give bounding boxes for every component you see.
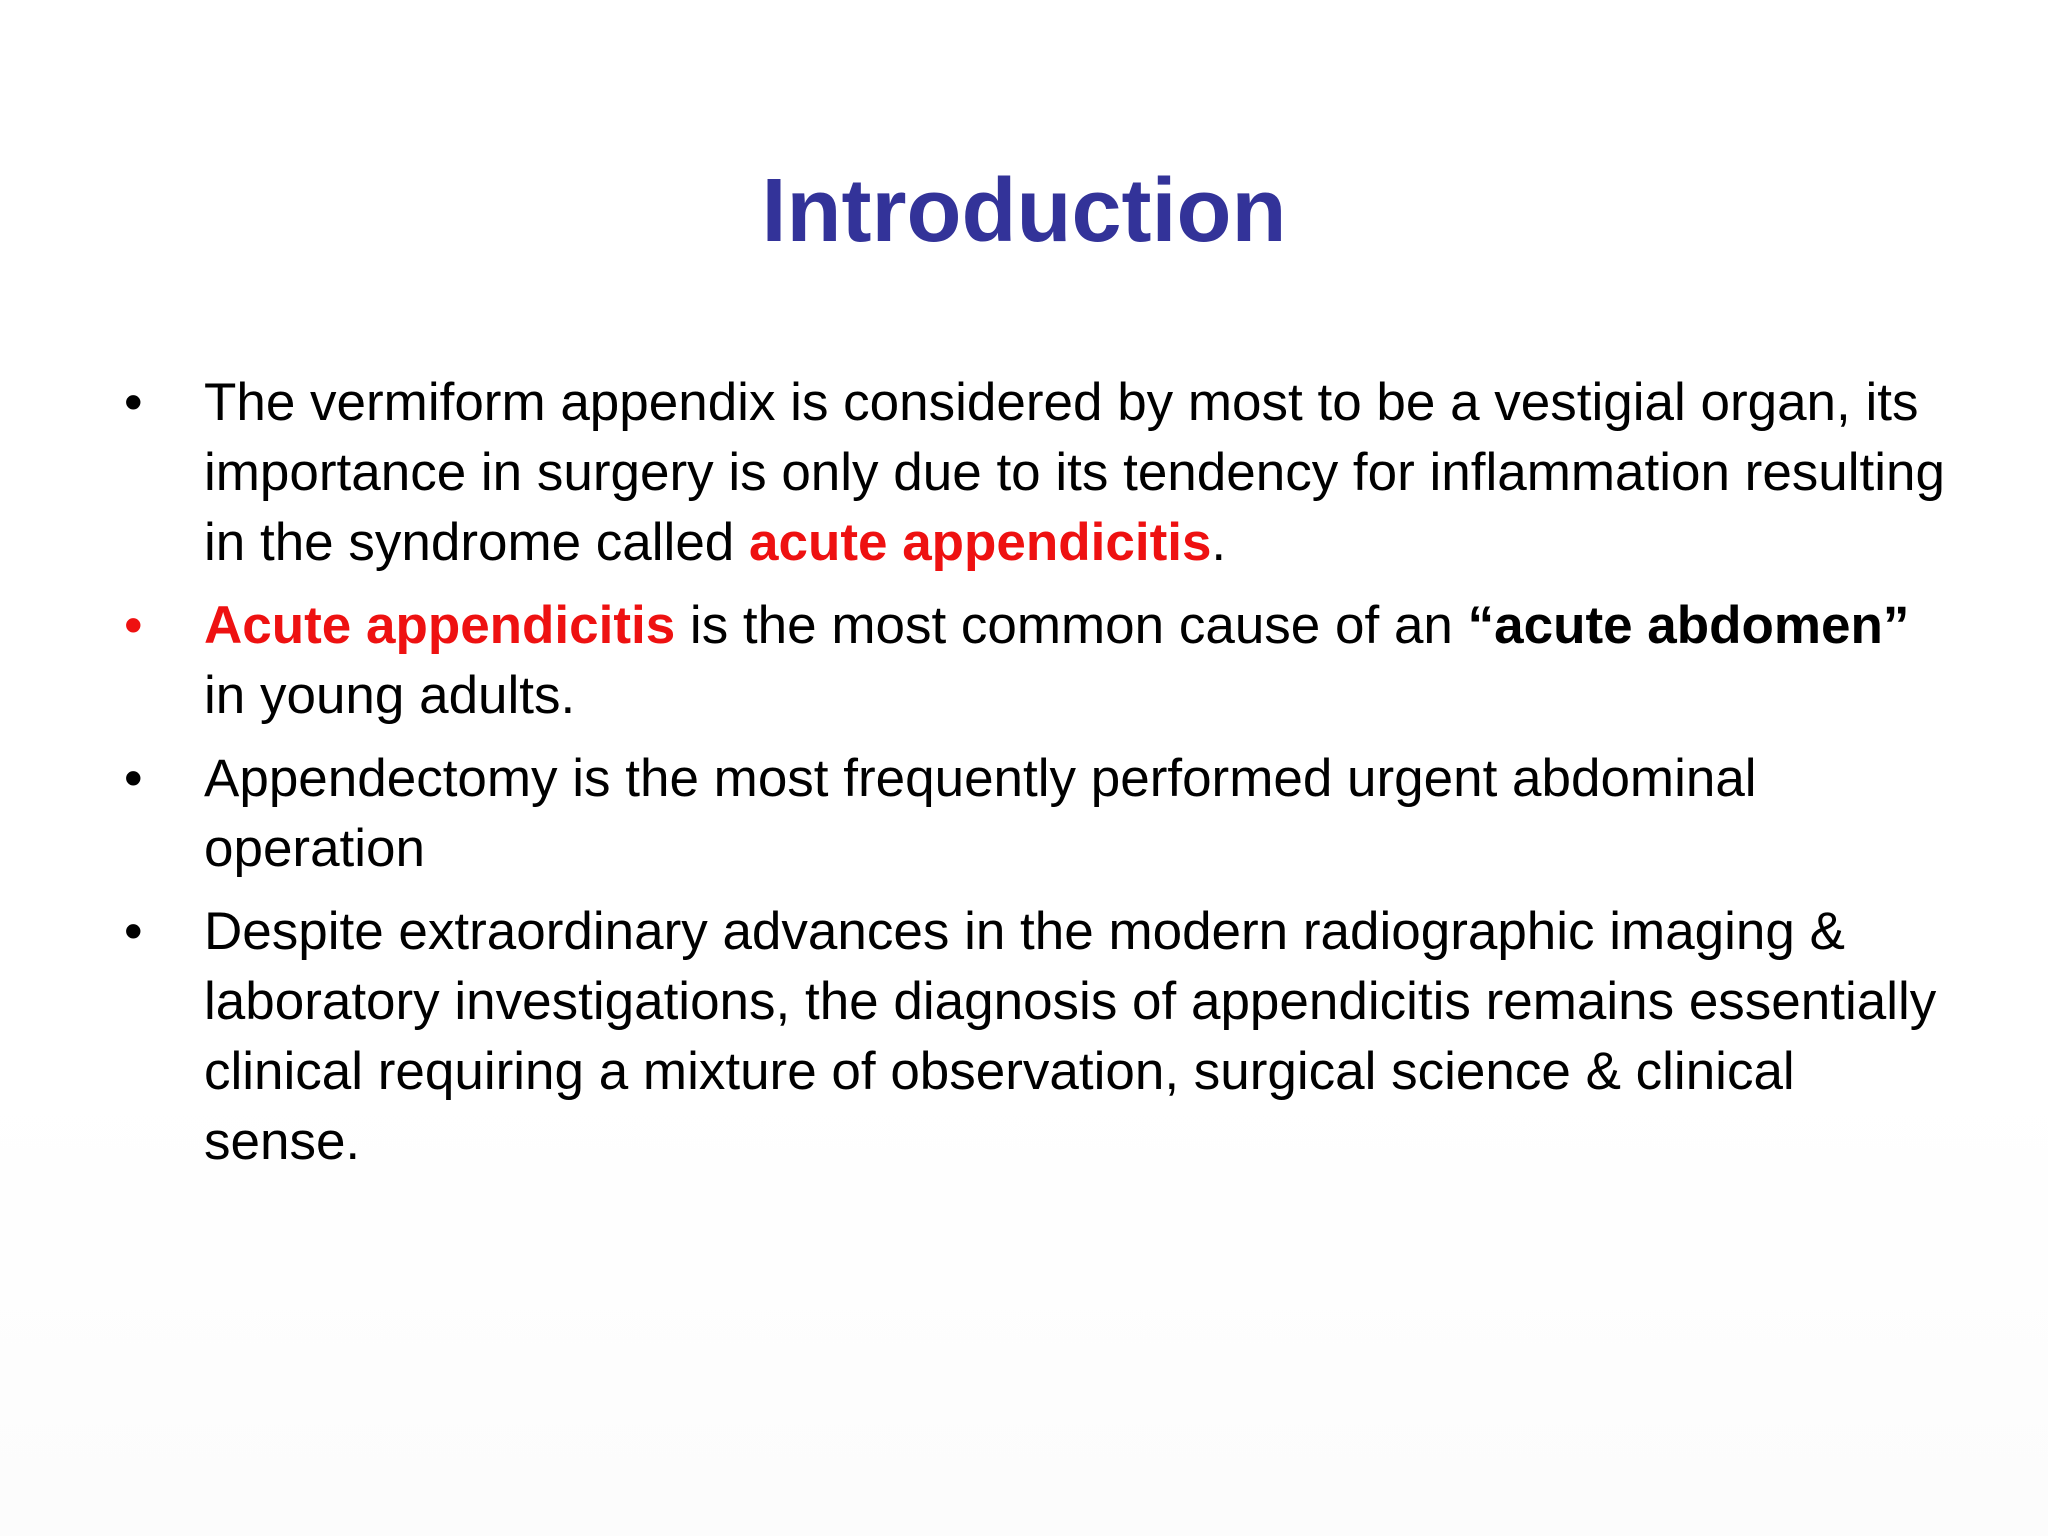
bullet-text-end: . [1211,513,1227,572]
bullet-item-acute-abdomen [122,591,1952,731]
bullet-text: Despite extraordinary advances in the modern radiographic imaging & laboratory investigations, the diagnosis of appendicitis remains essentially clinical requiring a mixture of observation, surgical science & clinical sense. [204,902,1937,1171]
bullet-text: is the most common cause of an [675,596,1468,655]
bold-term: “acute abdomen” [1467,596,1910,655]
bullet-text: Appendectomy is the most frequently performed urgent abdominal operation [204,749,1757,878]
bullet-text: The vermiform appendix is considered by most to be a vestigial organ, its importance in surgery is only due to its tendency for inflammation resulting in the syndrome called [204,373,1946,572]
bullet-marker: • [124,749,143,808]
bullet-marker: • [124,373,143,432]
bullet-item-vestigial-organ [122,368,1952,578]
highlight-term: acute appendicitis [749,513,1212,572]
bullet-list [122,368,1952,1190]
bullet-text-end: in young adults. [204,666,576,725]
slide-title: Introduction [761,161,1287,261]
bullet-marker: • [124,596,143,655]
bullet-item-diagnosis [122,897,1952,1177]
bullet-item-appendectomy [122,744,1952,884]
bullet-marker: • [124,902,143,961]
highlight-term: Acute appendicitis [204,596,676,655]
